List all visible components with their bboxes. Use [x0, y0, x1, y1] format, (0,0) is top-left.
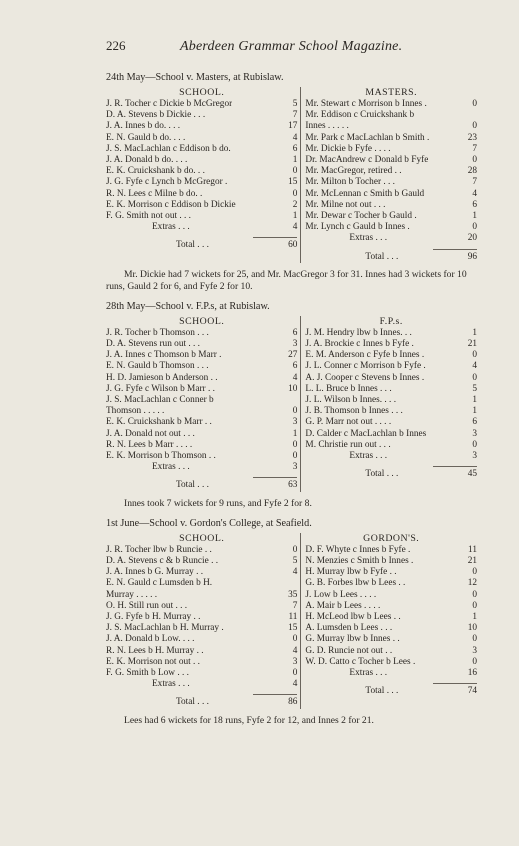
runs: 1 — [472, 211, 477, 222]
batsman-dismissal: R. N. Lees b Marr . . . . — [106, 439, 193, 450]
batsman-dismissal: J. R. Tocher lbw b Runcie . . — [106, 544, 212, 555]
batsman-dismissal: Mr. Milne not out . . . — [305, 199, 386, 210]
team-innings — [106, 533, 300, 709]
extras-label: Extras . . . — [152, 462, 190, 473]
batting-row — [305, 384, 477, 395]
batsman-dismissal: J. Low b Lees . . . . — [305, 589, 377, 600]
batting-row — [106, 601, 297, 612]
runs: 1 — [472, 327, 477, 338]
batting-row — [305, 567, 477, 578]
runs: 10 — [288, 383, 298, 394]
runs: 0 — [472, 372, 477, 383]
batsman-dismissal: E. N. Gauld c Lumsden b H. — [106, 578, 213, 589]
batsman-dismissal: J. S. MacLachlan c Eddison b do. — [106, 143, 231, 154]
batting-row — [305, 646, 477, 657]
total-value: 60 — [288, 240, 298, 251]
batsman-dismissal: J. G. Fyfe b H. Murray . . — [106, 611, 201, 622]
total-value: 63 — [288, 480, 298, 491]
total-value: 96 — [467, 251, 477, 262]
batting-row — [305, 166, 477, 177]
match-reports — [106, 72, 477, 727]
batsman-dismissal: Mr. Eddison c Cruickshank b — [305, 110, 415, 121]
runs: 4 — [472, 361, 477, 372]
batting-row — [305, 556, 477, 567]
runs: 7 — [292, 110, 298, 121]
batting-row — [305, 545, 477, 556]
team-innings — [300, 533, 477, 709]
runs: 0 — [292, 451, 298, 462]
runs: 21 — [467, 339, 477, 350]
runs: 6 — [292, 143, 298, 154]
match-report — [106, 518, 477, 727]
runs: 4 — [292, 567, 298, 578]
batting-row — [106, 451, 297, 462]
batting-row — [106, 211, 297, 222]
runs: 3 — [292, 656, 298, 667]
runs: 28 — [467, 166, 477, 177]
runs: 1 — [472, 406, 477, 417]
runs: 1 — [472, 611, 477, 622]
extras-label: Extras . . . — [349, 451, 388, 462]
runs: 4 — [292, 132, 298, 143]
total-row — [305, 252, 477, 263]
extras-row — [106, 222, 297, 233]
batsman-dismissal: J. A. Donald b Low. . . . — [106, 634, 195, 645]
extras-row — [305, 451, 477, 462]
runs: 0 — [292, 667, 298, 678]
team-innings — [106, 87, 300, 263]
runs: 6 — [472, 417, 477, 428]
batting-row — [106, 406, 297, 417]
total-rule — [253, 694, 297, 695]
batting-row — [305, 155, 477, 166]
batsman-dismissal: Mr. Stewart c Morrison b Innes . — [305, 99, 427, 109]
batting-row — [305, 612, 477, 623]
runs — [285, 395, 297, 406]
batsman-dismissal: E. K. Morrison not out . . — [106, 656, 200, 667]
runs: 0 — [472, 121, 477, 132]
runs: 7 — [292, 600, 298, 611]
batsman-dismissal: O. H. Still run out . . . — [106, 600, 188, 611]
runs: 3 — [292, 339, 298, 350]
runs: 0 — [472, 600, 477, 611]
batsman-dismissal: Murray . . . . . — [106, 589, 158, 600]
batsman-dismissal: J. M. Hendry lbw b Innes. . . — [305, 327, 412, 338]
runs: 11 — [468, 544, 477, 555]
team-name: SCHOOL. — [179, 87, 225, 98]
total-rule — [433, 249, 477, 250]
batsman-dismissal: D. A. Stevens b Dickie . . . — [106, 110, 206, 121]
batsman-dismissal: J. S. MacLachlan b H. Murray . — [106, 623, 224, 634]
runs: 0 — [292, 166, 298, 177]
batting-row — [106, 328, 297, 339]
runs: 3 — [472, 428, 477, 439]
runs: 0 — [292, 188, 298, 199]
extras-label: Extras . . . — [152, 222, 190, 233]
extras-value: 20 — [467, 233, 477, 244]
runs: 0 — [292, 544, 298, 555]
batsman-dismissal: E. K. Morrison c Eddison b Dickie — [106, 199, 236, 210]
batting-row — [106, 567, 297, 578]
batsman-dismissal: E. K. Morrison b Thomson . . — [106, 451, 216, 462]
batting-row — [305, 395, 477, 406]
runs: 2 — [292, 199, 298, 210]
extras-row — [106, 679, 297, 690]
batsman-dismissal: J. A. Innes c Thomson b Marr . — [106, 350, 222, 361]
batsman-dismissal: W. D. Catto c Tocher b Lees . — [305, 656, 416, 667]
batting-row — [106, 545, 297, 556]
batsman-dismissal: H. D. Jamieson b Anderson . . — [106, 372, 218, 383]
batting-row — [305, 211, 477, 222]
team-innings — [300, 87, 477, 263]
extras-value: 4 — [292, 222, 298, 233]
total-label: Total . . . — [365, 469, 399, 480]
batsman-dismissal: Mr. Park c MacLachlan b Smith . — [305, 132, 430, 143]
extras-row — [106, 462, 297, 473]
batting-row — [106, 657, 297, 668]
runs: 10 — [467, 623, 477, 634]
batting-row — [305, 634, 477, 645]
match-heading: 28th May—School v. F.P.s, at Rubislaw. — [106, 300, 270, 312]
runs: 35 — [288, 589, 298, 600]
extras-value: 4 — [292, 679, 298, 690]
batsman-dismissal: R. N. Lees c Milne b do. . — [106, 188, 203, 199]
runs: 6 — [472, 199, 477, 210]
batsman-dismissal: D. A. Stevens c & b Runcie . . — [106, 555, 219, 566]
extras-label: Extras . . . — [349, 233, 388, 244]
runs: 21 — [467, 555, 477, 566]
runs: 11 — [288, 611, 298, 622]
batsman-dismissal: J. A. Donald not out . . . — [106, 428, 195, 439]
batsman-dismissal: J. A. Innes b do. . . . — [106, 121, 181, 132]
batsman-dismissal: J. R. Tocher c Dickie b McGregor — [106, 99, 233, 109]
runs: 5 — [472, 383, 477, 394]
batsman-dismissal: J. A. Innes b G. Murray . . — [106, 567, 204, 578]
total-row — [106, 697, 297, 708]
batting-row — [305, 328, 477, 339]
team-name: SCHOOL. — [179, 315, 225, 327]
runs — [465, 110, 477, 121]
total-label: Total . . . — [176, 240, 209, 251]
batting-row — [106, 384, 297, 395]
batsman-dismissal: E. M. Anderson c Fyfe b Innes . — [305, 350, 425, 361]
batsman-dismissal: J. L. Conner c Morrison b Fyfe . — [305, 361, 426, 372]
total-rule — [253, 237, 297, 238]
total-rule — [253, 477, 297, 478]
team-name: GORDON'S. — [363, 532, 420, 544]
total-row — [106, 480, 297, 491]
runs: 3 — [292, 417, 298, 428]
total-label: Total . . . — [365, 251, 399, 262]
batting-row — [305, 200, 477, 211]
bowling-summary: Innes took 7 wickets for 9 runs, and Fyfe 2 for 8. — [124, 497, 312, 509]
batting-row — [106, 155, 297, 166]
runs — [285, 578, 297, 589]
total-label: Total . . . — [365, 686, 399, 697]
runs: 0 — [472, 589, 477, 600]
batting-row — [106, 200, 297, 211]
batsman-dismissal: F. G. Smith not out . . . — [106, 211, 192, 222]
page-number: 226 — [106, 38, 126, 53]
total-label: Total . . . — [176, 480, 209, 491]
batsman-dismissal: J. A. Donald b do. . . . — [106, 155, 188, 166]
batting-row — [106, 177, 297, 188]
batting-row — [106, 395, 297, 406]
runs: 0 — [292, 634, 298, 645]
batting-row — [106, 417, 297, 428]
batting-row — [305, 361, 477, 372]
team-innings — [106, 316, 300, 492]
runs: 0 — [472, 567, 477, 578]
batsman-dismissal: Mr. McLennan c Smith b Gauld — [305, 188, 425, 199]
batsman-dismissal: M. Christie run out . . . — [305, 439, 391, 450]
batsman-dismissal: Mr. Milton b Tocher . . . — [305, 177, 395, 188]
batting-row — [106, 361, 297, 372]
extras-row — [305, 668, 477, 679]
team-name: MASTERS. — [365, 87, 418, 98]
total-value: 45 — [467, 469, 477, 480]
runs: 0 — [472, 656, 477, 667]
batsman-dismissal: J. G. Fyfe c Wilson b Marr . . — [106, 383, 215, 394]
total-label: Total . . . — [176, 697, 209, 708]
batsman-dismissal: G. B. Forbes lbw b Lees . . — [305, 578, 406, 589]
batsman-dismissal: Mr. Dickie b Fyfe . . . . — [305, 143, 391, 154]
batting-row — [106, 634, 297, 645]
runs: 5 — [292, 99, 298, 109]
runs: 17 — [288, 121, 298, 132]
batting-row — [305, 350, 477, 361]
extras-value: 3 — [472, 451, 477, 462]
batsman-dismissal: A. J. Cooper c Stevens b Innes . — [305, 372, 425, 383]
runs: 6 — [292, 327, 298, 338]
runs: 4 — [292, 645, 298, 656]
runs: 5 — [292, 555, 298, 566]
batting-row — [305, 601, 477, 612]
total-value: 86 — [288, 697, 298, 708]
total-value: 74 — [467, 686, 477, 697]
batsman-dismissal: Innes . . . . . — [305, 121, 349, 132]
batting-row — [305, 429, 477, 440]
batsman-dismissal: G. D. Runcie not out . . — [305, 645, 393, 656]
runs: 0 — [472, 155, 477, 166]
team-name: F.P.s. — [379, 315, 403, 327]
batsman-dismissal: J. R. Tocher b Thomson . . . — [106, 327, 209, 338]
total-row — [305, 469, 477, 480]
batsman-dismissal: G. Murray lbw b Innes . . — [305, 634, 400, 645]
scorecard — [106, 533, 477, 709]
batting-row — [106, 189, 297, 200]
batsman-dismissal: D. F. Whyte c Innes b Fyfe . — [305, 544, 411, 555]
runs: 6 — [292, 361, 298, 372]
extras-label: Extras . . . — [349, 667, 388, 678]
batting-row — [106, 339, 297, 350]
match-report — [106, 301, 477, 510]
team-innings — [300, 316, 477, 492]
scorecard — [106, 87, 477, 263]
running-head — [106, 38, 477, 64]
match-report — [106, 72, 477, 293]
runs: 0 — [292, 439, 298, 450]
runs: 0 — [292, 406, 298, 417]
batsman-dismissal: Mr. MacGregor, retired . . — [305, 166, 402, 177]
runs: 7 — [472, 177, 477, 188]
batting-row — [305, 417, 477, 428]
batsman-dismissal: H. McLeod lbw b Lees . . — [305, 611, 401, 622]
batting-row — [305, 133, 477, 144]
batsman-dismissal: N. Menzies c Smith b Innes . — [305, 555, 414, 566]
batting-row — [106, 646, 297, 657]
runs: 1 — [292, 428, 298, 439]
runs: 0 — [472, 634, 477, 645]
batting-row — [305, 373, 477, 384]
runs: 15 — [288, 177, 298, 188]
batting-row — [305, 440, 477, 451]
runs: 4 — [292, 372, 298, 383]
batsman-dismissal: Dr. MacAndrew c Donald b Fyfe — [305, 155, 429, 166]
batsman-dismissal: J. S. MacLachlan c Conner b — [106, 395, 214, 406]
batting-row — [106, 429, 297, 440]
team-name: SCHOOL. — [179, 532, 225, 544]
batting-row — [305, 144, 477, 155]
batsman-dismissal: J. L. Wilson b Innes. . . . — [305, 395, 397, 406]
runs: 27 — [288, 350, 298, 361]
scorecard — [106, 316, 477, 492]
batting-row — [106, 668, 297, 679]
batsman-dismissal: G. P. Marr not out . . . . — [305, 417, 392, 428]
total-row — [106, 240, 297, 251]
runs: 7 — [472, 143, 477, 154]
runs: 0 — [472, 439, 477, 450]
batting-row — [305, 657, 477, 668]
batsman-dismissal: D. A. Stevens run out . . . — [106, 339, 200, 350]
total-rule — [433, 466, 477, 467]
magazine-title: Aberdeen Grammar School Magazine. — [180, 39, 403, 54]
runs: 3 — [472, 645, 477, 656]
batsman-dismissal: A. Lumsden b Lees . . . — [305, 623, 393, 634]
batting-row — [106, 144, 297, 155]
bowling-summary: Mr. Dickie had 7 wickets for 25, and Mr. MacGregor 3 for 31. Innes had 3 wickets for 10 runs, Gauld 2 for 6, and Fyfe 2 for 10. — [106, 268, 467, 292]
total-rule — [433, 683, 477, 684]
batsman-dismissal: E. K. Cruickshank b Marr . . — [106, 417, 212, 428]
total-row — [305, 686, 477, 697]
batsman-dismissal: D. Calder c MacLachlan b Innes — [305, 428, 427, 439]
extras-value: 16 — [467, 667, 477, 678]
bowling-summary: Lees had 6 wickets for 18 runs, Fyfe 2 for 12, and Innes 2 for 21. — [124, 714, 374, 726]
batting-row — [106, 440, 297, 451]
batsman-dismissal: R. N. Lees b H. Murray . . — [106, 645, 204, 656]
extras-row — [305, 233, 477, 244]
batting-row — [305, 99, 477, 110]
batting-row — [106, 612, 297, 623]
batting-row — [106, 110, 297, 121]
runs: 4 — [472, 188, 477, 199]
batting-row — [106, 590, 297, 601]
batsman-dismissal: J. A. Brockie c Innes b Fyfe . — [305, 339, 414, 350]
batsman-dismissal: Mr. Lynch c Gauld b Innes . — [305, 222, 410, 233]
extras-label: Extras . . . — [152, 679, 190, 690]
batsman-dismissal: E. N. Gauld b Thomson . . . — [106, 361, 209, 372]
batsman-dismissal: F. G. Smith b Low . . . — [106, 667, 189, 678]
batting-row — [305, 177, 477, 188]
batsman-dismissal: E. K. Cruickshank b do. . . — [106, 166, 205, 177]
runs: 0 — [472, 222, 477, 233]
batsman-dismissal: L. L. Bruce b Innes . . . — [305, 383, 392, 394]
batting-row — [305, 578, 477, 589]
runs: 1 — [472, 395, 477, 406]
batting-row — [305, 189, 477, 200]
batsman-dismissal: J. B. Thomson b Innes . . . — [305, 406, 403, 417]
batting-row — [305, 623, 477, 634]
match-heading: 24th May—School v. Masters, at Rubislaw. — [106, 72, 284, 83]
match-heading: 1st June—School v. Gordon's College, at Seafield. — [106, 517, 312, 529]
batting-row — [106, 578, 297, 589]
runs: 1 — [292, 211, 298, 222]
batsman-dismissal: E. N. Gauld b do. . . . — [106, 132, 186, 143]
runs: 12 — [467, 578, 477, 589]
batting-row — [305, 222, 477, 233]
runs: 1 — [292, 155, 298, 166]
batting-row — [106, 121, 297, 132]
batsman-dismissal: Thomson . . . . . — [106, 406, 165, 417]
batting-row — [106, 623, 297, 634]
batting-row — [106, 556, 297, 567]
batting-row — [305, 339, 477, 350]
runs: 0 — [472, 350, 477, 361]
batting-row — [106, 350, 297, 361]
batting-row — [106, 166, 297, 177]
batsman-dismissal: H. Murray lbw b Fyfe . . — [305, 567, 397, 578]
batting-row — [106, 373, 297, 384]
batsman-dismissal: Mr. Dewar c Tocher b Gauld . — [305, 211, 417, 222]
runs: 15 — [288, 623, 298, 634]
batting-row — [305, 121, 477, 132]
batsman-dismissal: A. Mair b Lees . . . . — [305, 600, 381, 611]
batting-row — [305, 110, 477, 121]
batting-row — [305, 406, 477, 417]
batsman-dismissal: J. G. Fyfe c Lynch b McGregor . — [106, 177, 228, 188]
batting-row — [106, 99, 297, 110]
batting-row — [305, 590, 477, 601]
runs: 0 — [472, 99, 477, 109]
runs: 23 — [467, 132, 477, 143]
batting-row — [106, 133, 297, 144]
extras-value: 3 — [292, 462, 298, 473]
